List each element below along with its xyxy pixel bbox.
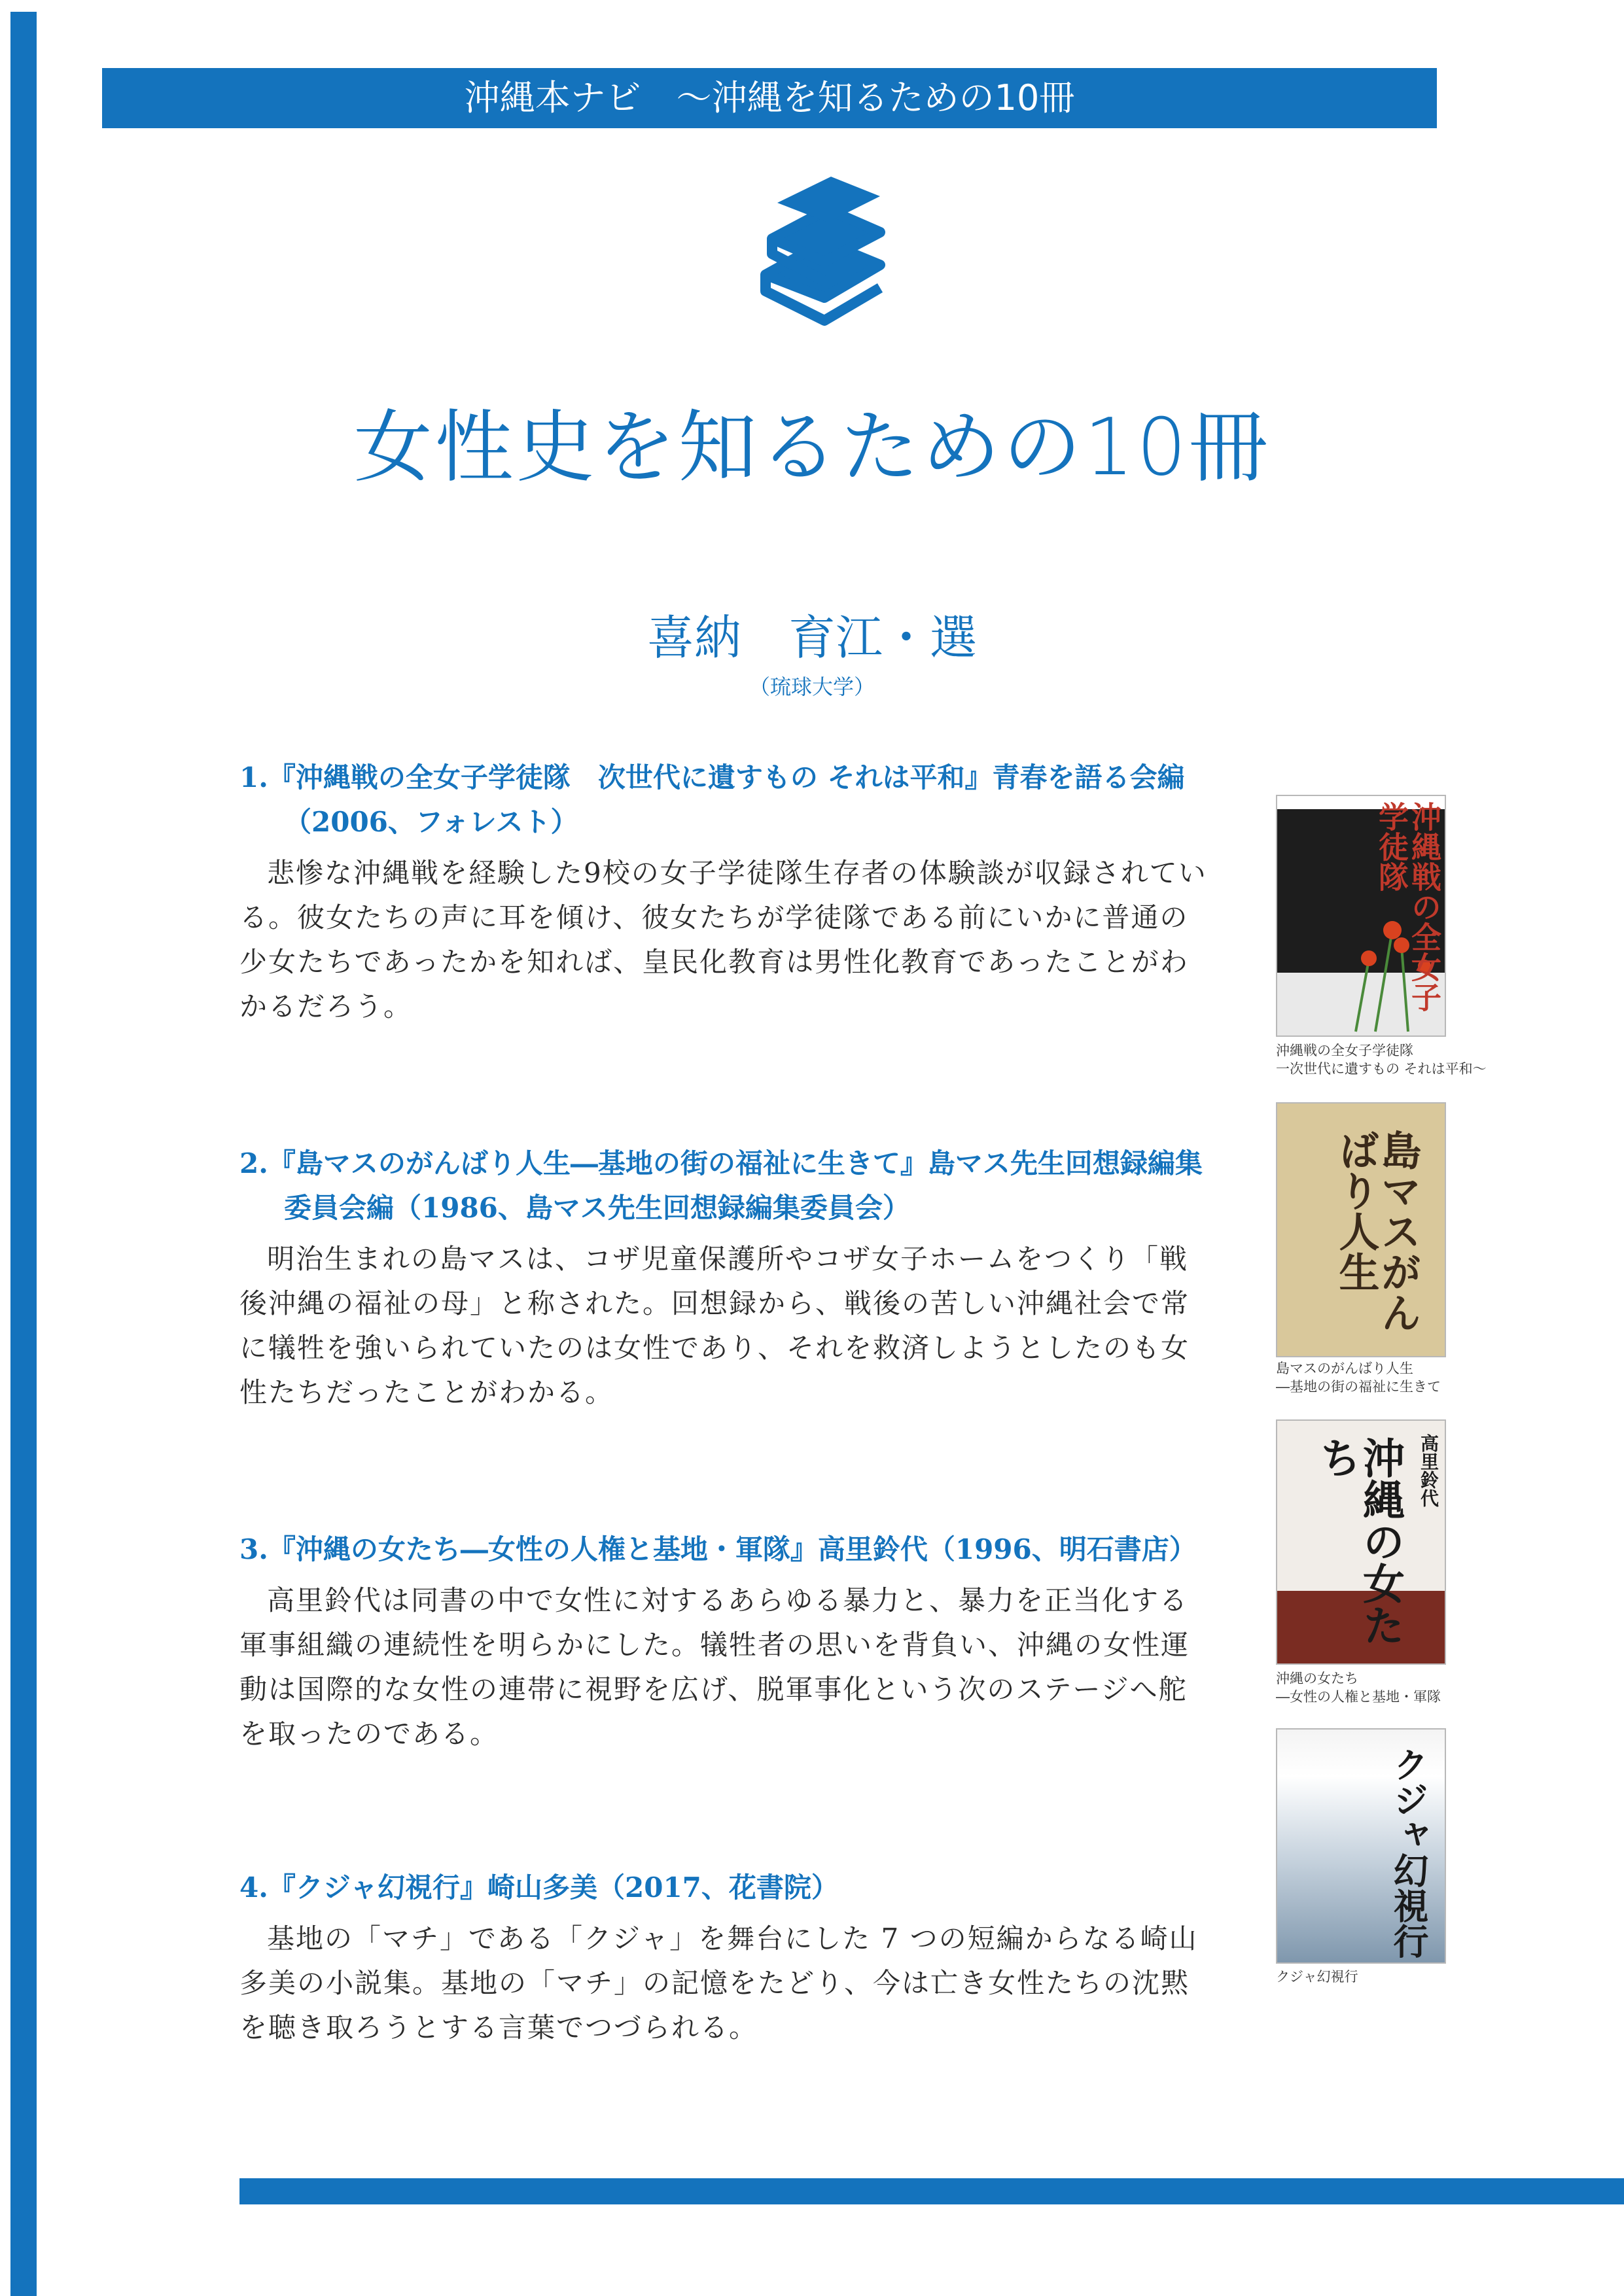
books-stack-icon: [746, 177, 896, 327]
series-banner: 沖縄本ナビ ～沖縄を知るための10冊: [102, 68, 1437, 128]
book-entry-3: [239, 1527, 1214, 1756]
book-entry-heading: 2.『島マスのがんばり人生―基地の街の福祉に生きて』島マス先生回想録編集委員会編（1986、島マス先生回想録編集委員会）: [239, 1147, 1203, 1224]
book-cover-3: [1276, 1419, 1446, 1665]
cover-title: クジャ幻視行: [1388, 1747, 1430, 1958]
page-title: 女性史を知るための10冊: [353, 402, 1271, 493]
cover-caption-1: 沖縄戦の全女子学徒隊 一次世代に遺すもの それは平和～: [1276, 1043, 1487, 1077]
book-cover-2: [1276, 1102, 1446, 1357]
cover-title: 沖縄の女たち: [1313, 1436, 1405, 1646]
book-cover-4: [1276, 1728, 1446, 1964]
book-entry-4: [239, 1866, 1214, 2050]
cover-title: 沖縄戦の全女子学徒隊: [1374, 801, 1442, 1012]
book-entry-2: [239, 1141, 1214, 1415]
selector-affiliation: （琉球大学）: [749, 674, 875, 699]
cover-caption-4: クジャ幻視行: [1276, 1969, 1358, 1985]
book-entry-heading: 1.『沖縄戦の全女子学徒隊 次世代に遺すもの それは平和』青春を語る会編（2006、フォレスト）: [239, 761, 1185, 838]
left-accent-bar: [10, 12, 37, 2296]
selector-name: 喜納 育江・選: [646, 610, 977, 665]
book-entry-heading: 3.『沖縄の女たち―女性の人権と基地・軍隊』高里鈴代（1996、明石書店）: [239, 1533, 1197, 1565]
book-entry-1: [239, 756, 1214, 1029]
cover-author: 高里鈴代: [1418, 1434, 1439, 1507]
book-cover-1: [1276, 795, 1446, 1037]
cover-caption-3: 沖縄の女たち ―女性の人権と基地・軍隊: [1276, 1671, 1441, 1705]
footer-accent-bar: [239, 2178, 1624, 2204]
book-entry-description: 悲惨な沖縄戦を経験した9校の女子学徒隊生存者の体験談が収録されている。彼女たちの声に耳を傾け、彼女たちが学徒隊である前にいかに普通の少女たちであったかを知れば、皇民化教育は男性化教育であったことがわかるだろう。: [239, 857, 1207, 1022]
book-entry-description: 明治生まれの島マスは、コザ児童保護所やコザ女子ホームをつくり「戦後沖縄の福祉の母」と称された。回想録から、戦後の苦しい沖縄社会で常に犠牲を強いられていたのは女性であり、それを救済しようとしたのも女性たちだったことがわかる。: [239, 1243, 1190, 1408]
book-entry-description: 基地の「マチ」である「クジャ」を舞台にした 7 つの短編からなる崎山多美の小説集。基地の「マチ」の記憶をたどり、今は亡き女性たちの沈黙を聴き取ろうとする言葉でつづられる。: [239, 1922, 1198, 2044]
book-entry-heading: 4.『クジャ幻視行』崎山多美（2017、花書院）: [239, 1871, 839, 1904]
cover-caption-2: 島マスのがんばり人生 ―基地の街の福祉に生きて: [1276, 1361, 1441, 1395]
cover-title: 島マスがんばり人生: [1332, 1130, 1422, 1332]
book-entry-description: 高里鈴代は同書の中で女性に対するあらゆる暴力と、暴力を正当化する軍事組織の連続性を明らかにした。犠牲者の思いを背負い、沖縄の女性運動は国際的な女性の連帯に視野を広げ、脱軍事化という次のステージへ舵を取ったのである。: [239, 1584, 1190, 1750]
